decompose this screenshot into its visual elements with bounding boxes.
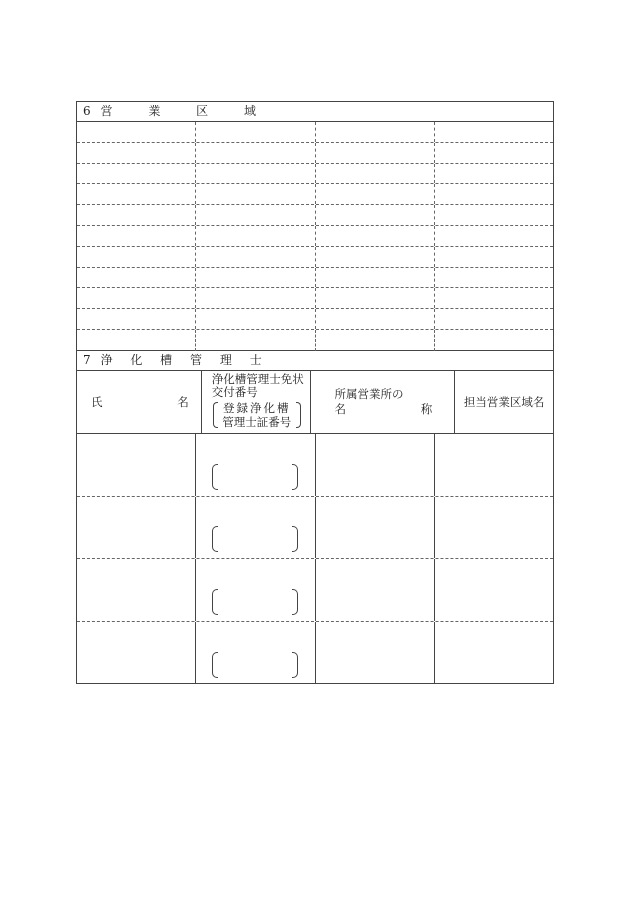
area-row [77, 288, 553, 309]
registration-number-bracket[interactable] [212, 652, 298, 678]
header-office-line1: 所属営業所の [334, 387, 404, 401]
registration-number-bracket[interactable] [212, 589, 298, 615]
area-row [77, 143, 553, 164]
office-cell[interactable] [316, 434, 435, 496]
section-6-title-char: 域 [244, 104, 257, 118]
section-7-number: 7 [83, 353, 91, 367]
section-6-title [77, 102, 553, 122]
area-name-cell[interactable] [435, 559, 553, 621]
area-cell[interactable] [77, 205, 196, 225]
manager-row [77, 559, 553, 622]
section-7-title-char: 理 [219, 353, 232, 367]
area-cell[interactable] [435, 226, 553, 246]
area-cell[interactable] [435, 330, 553, 351]
registration-number-bracket[interactable] [212, 526, 298, 552]
name-cell[interactable] [77, 434, 196, 496]
section-6-title-char: 営 [100, 104, 113, 118]
certificate-cell[interactable] [196, 497, 315, 559]
area-name-cell[interactable] [435, 497, 553, 559]
area-cell[interactable] [316, 268, 435, 288]
area-cell[interactable] [316, 330, 435, 351]
certificate-cell[interactable] [196, 559, 315, 621]
area-row [77, 268, 553, 289]
business-area-form [76, 101, 554, 684]
section-6-title-char: 区 [196, 104, 209, 118]
certificate-cell[interactable] [196, 434, 315, 496]
area-cell[interactable] [316, 143, 435, 163]
area-row [77, 164, 553, 185]
header-office-l2-right: 称 [420, 402, 433, 416]
header-area-label: 担当営業区域名 [463, 395, 545, 409]
area-cell[interactable] [196, 288, 315, 308]
section-7-title [77, 351, 553, 371]
area-cell[interactable] [77, 122, 196, 142]
area-row [77, 309, 553, 330]
area-cell[interactable] [316, 309, 435, 329]
area-cell[interactable] [196, 143, 315, 163]
header-area [455, 371, 553, 433]
header-cert-bracket-line1: 登録浄化槽 [223, 401, 291, 415]
header-name-left: 氏 [91, 395, 103, 409]
area-cell[interactable] [316, 247, 435, 267]
area-cell[interactable] [77, 226, 196, 246]
header-cert-line2: 交付番号 [211, 385, 258, 399]
area-cell[interactable] [77, 309, 196, 329]
area-cell[interactable] [435, 288, 553, 308]
header-office-line2 [335, 402, 433, 417]
section-7-title-char: 槽 [160, 353, 173, 367]
area-cell[interactable] [316, 164, 435, 184]
area-cell[interactable] [196, 122, 315, 142]
area-name-cell[interactable] [435, 434, 553, 496]
area-cell[interactable] [316, 288, 435, 308]
area-cell[interactable] [435, 164, 553, 184]
area-row [77, 205, 553, 226]
area-cell[interactable] [77, 164, 196, 184]
area-cell[interactable] [77, 143, 196, 163]
manager-table-header [77, 371, 553, 434]
area-cell[interactable] [196, 184, 315, 204]
area-cell[interactable] [77, 247, 196, 267]
manager-table-body [77, 434, 553, 684]
manager-row [77, 497, 553, 560]
name-cell[interactable] [77, 497, 196, 559]
header-name-right: 名 [177, 395, 189, 409]
area-cell[interactable] [316, 122, 435, 142]
area-cell[interactable] [435, 122, 553, 142]
section-7-title-char: 管 [190, 353, 203, 367]
area-cell[interactable] [77, 184, 196, 204]
header-office [311, 371, 456, 433]
name-cell[interactable] [77, 622, 196, 685]
area-row [77, 184, 553, 205]
office-cell[interactable] [316, 497, 435, 559]
area-cell[interactable] [196, 330, 315, 351]
area-cell[interactable] [77, 330, 196, 351]
manager-row [77, 622, 553, 685]
area-cell[interactable] [435, 247, 553, 267]
section-6-title-char: 業 [148, 104, 161, 118]
area-name-cell[interactable] [435, 622, 553, 685]
business-area-grid [77, 122, 553, 351]
area-row [77, 247, 553, 268]
header-cert-line1: 浄化槽管理士免状 [211, 372, 304, 386]
area-cell[interactable] [77, 268, 196, 288]
area-cell[interactable] [196, 268, 315, 288]
registration-number-bracket[interactable] [212, 464, 298, 490]
area-row [77, 226, 553, 247]
area-cell[interactable] [435, 143, 553, 163]
area-cell[interactable] [196, 247, 315, 267]
section-7-title-char: 化 [130, 353, 143, 367]
area-cell[interactable] [77, 288, 196, 308]
area-cell[interactable] [196, 309, 315, 329]
area-cell[interactable] [435, 268, 553, 288]
certificate-cell[interactable] [196, 622, 315, 685]
area-cell[interactable] [316, 226, 435, 246]
section-6-number: 6 [83, 104, 91, 118]
header-name [77, 371, 202, 433]
area-cell[interactable] [196, 226, 315, 246]
manager-row [77, 434, 553, 497]
office-cell[interactable] [316, 622, 435, 685]
header-cert-bracket [213, 401, 301, 429]
office-cell[interactable] [316, 559, 435, 621]
area-cell[interactable] [435, 184, 553, 204]
header-office-l2-left: 名 [334, 402, 346, 416]
area-cell[interactable] [316, 184, 435, 204]
area-cell[interactable] [435, 309, 553, 329]
area-cell[interactable] [196, 164, 315, 184]
section-7-title-char: 浄 [100, 353, 113, 367]
section-7-title-char: 士 [249, 353, 262, 367]
header-certificate [202, 371, 311, 433]
area-row [77, 122, 553, 143]
area-cell[interactable] [435, 205, 553, 225]
area-cell[interactable] [316, 205, 435, 225]
area-cell[interactable] [196, 205, 315, 225]
header-cert-bracket-line2: 管理士証番号 [222, 415, 292, 429]
area-row [77, 330, 553, 351]
name-cell[interactable] [77, 559, 196, 621]
